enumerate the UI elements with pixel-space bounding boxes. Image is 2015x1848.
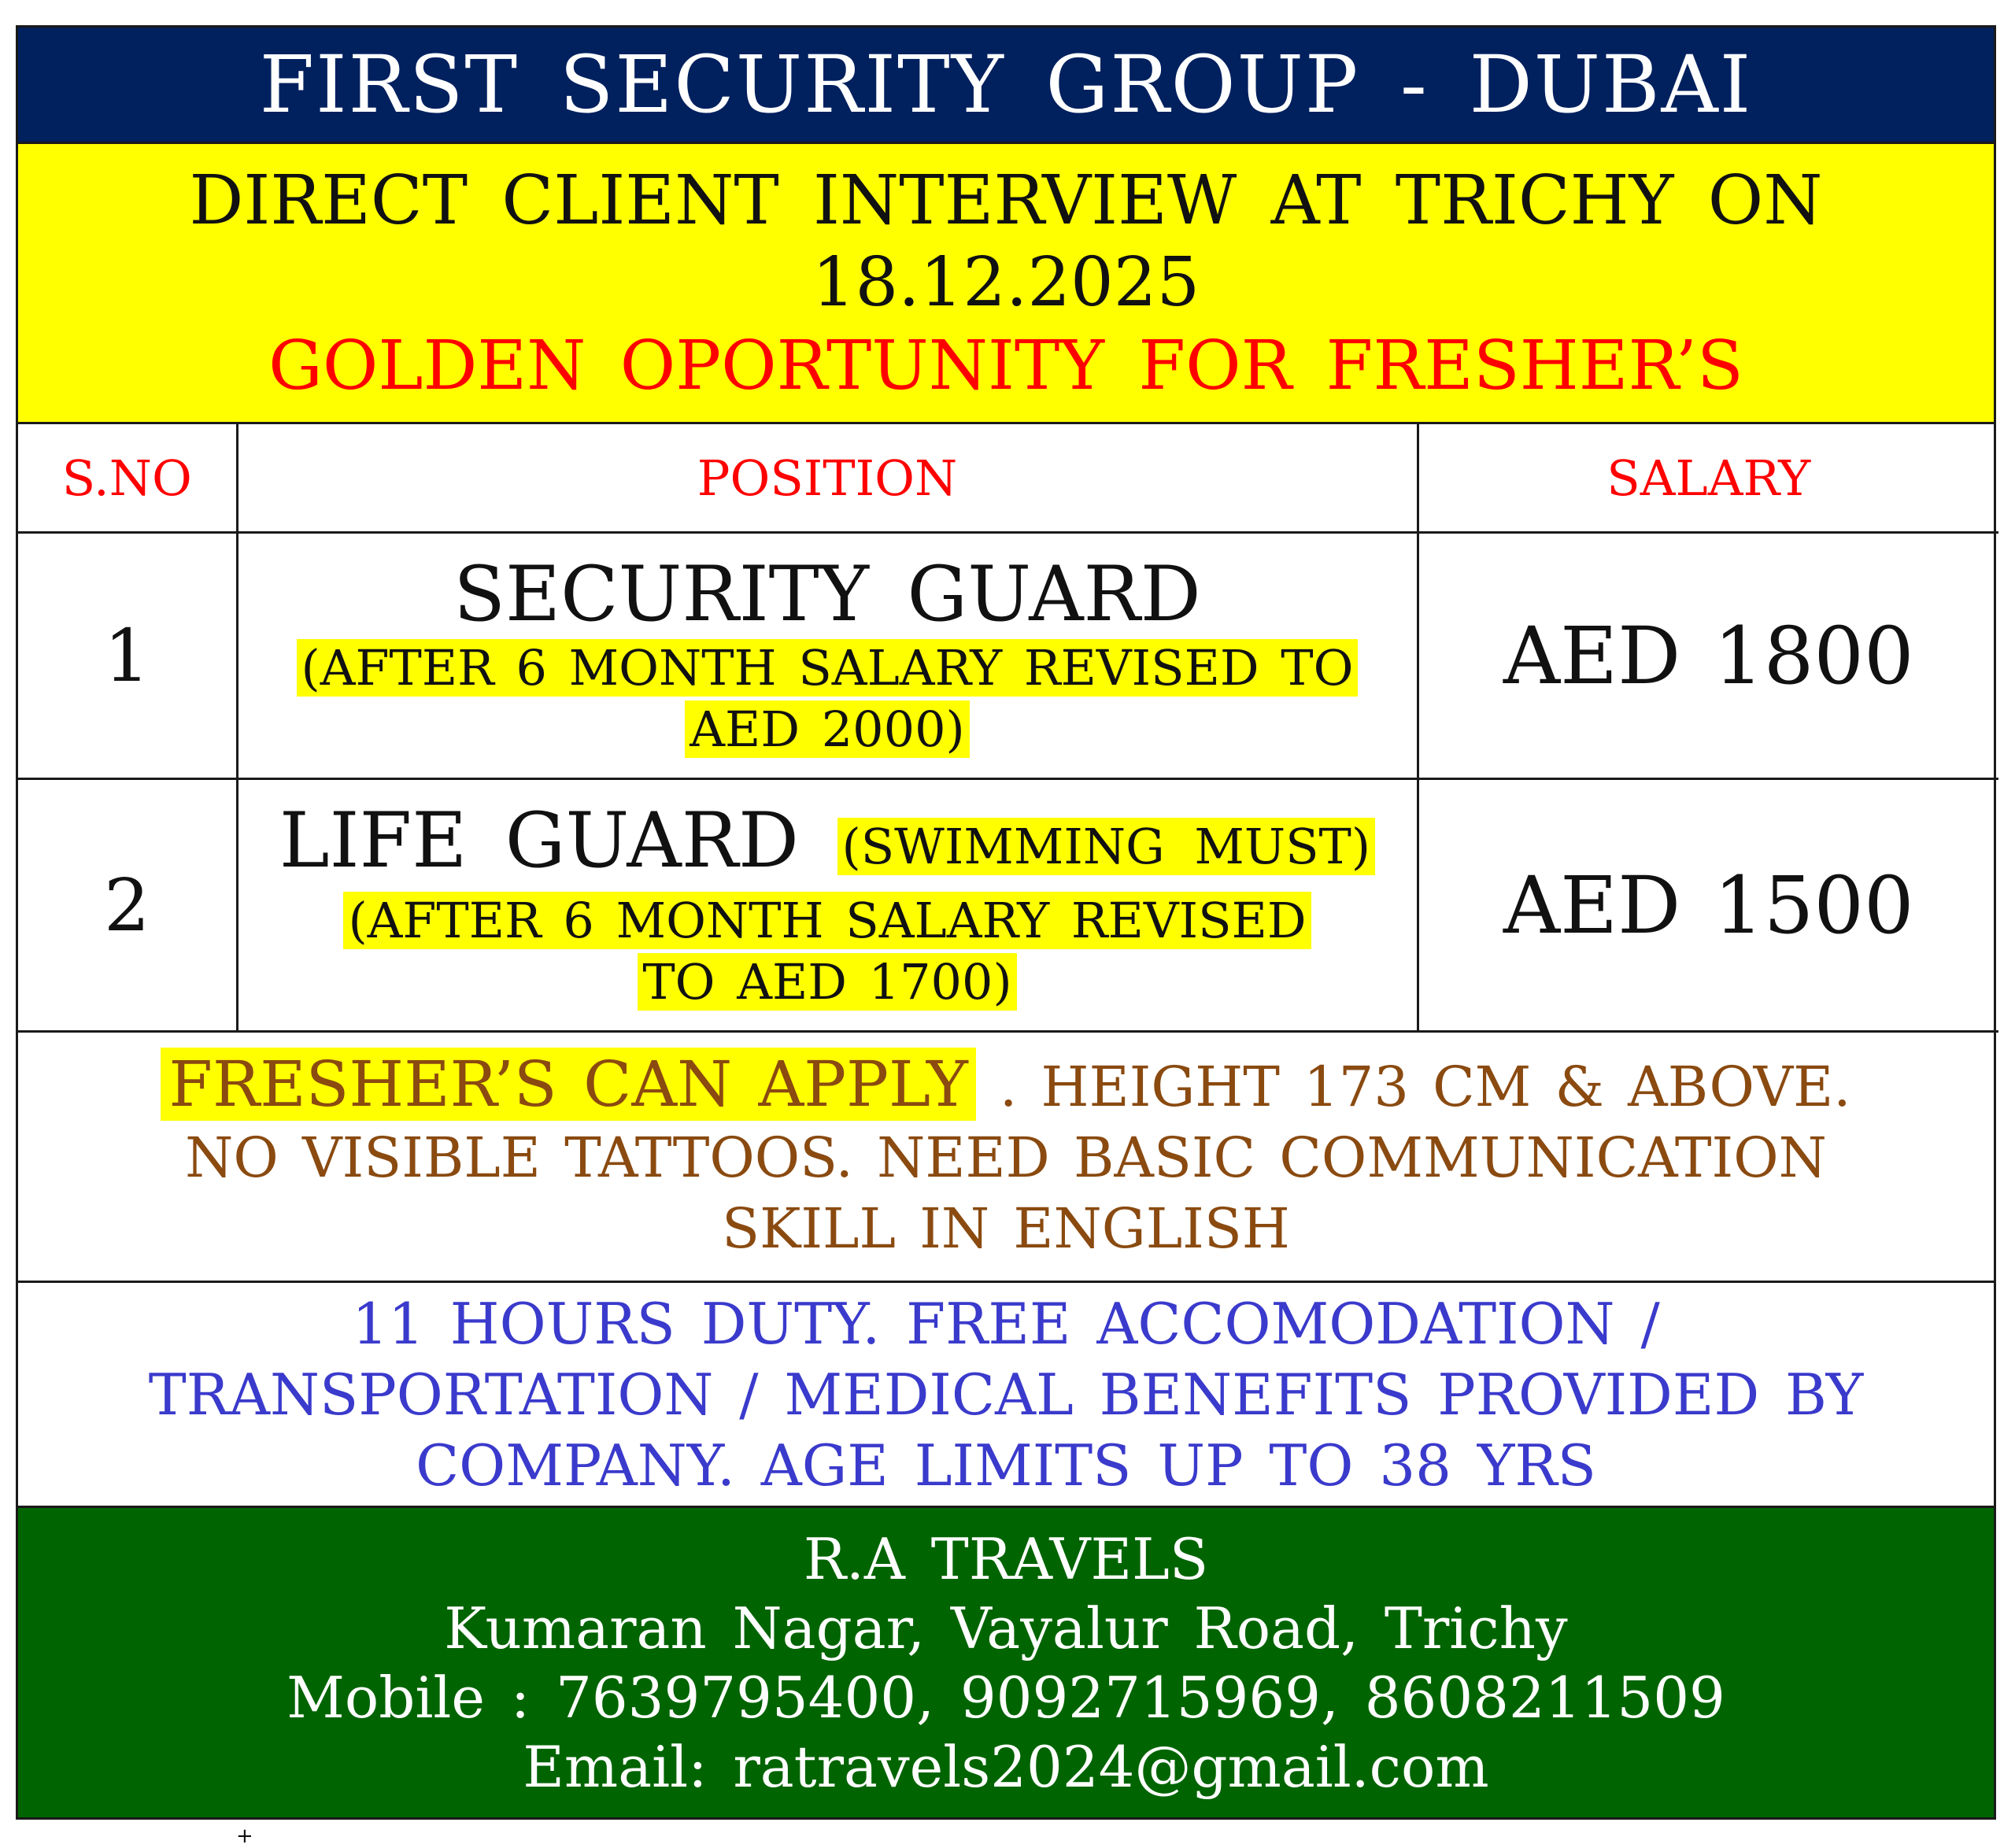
interview-date: 18.12.2025 [812, 242, 1200, 322]
positions-table [18, 424, 1998, 1033]
plus-mark: + [236, 1824, 253, 1848]
agency-name: R.A TRAVELS [803, 1525, 1209, 1592]
row-serial-number: 1 [18, 533, 237, 779]
column-header-position: POSITION [237, 424, 1418, 533]
column-header-sno: S.NO [18, 424, 237, 533]
salary-value: AED 1800 [1418, 533, 1998, 779]
freshers-can-apply-highlight: FRESHER’S CAN APPLY [161, 1048, 975, 1121]
salary-revision-note: (AFTER 6 MONTH SALARY REVISED TO [297, 639, 1359, 697]
agency-email: Email: ratravels2024@gmail.com [523, 1733, 1489, 1800]
benefits-line: 11 HOURS DUTY. FREE ACCOMODATION / [352, 1290, 1660, 1357]
english-skill-requirement: SKILL IN ENGLISH [722, 1196, 1290, 1261]
poster-title-banner [18, 28, 1994, 144]
opportunity-headline: GOLDEN OPORTUNITY FOR FRESHER’S [268, 326, 1743, 405]
interview-location-line: DIRECT CLIENT INTERVIEW AT TRICHY ON [189, 161, 1823, 240]
benefits-line: COMPANY. AGE LIMITS UP TO 38 YRS [416, 1432, 1596, 1499]
position-cell [237, 533, 1418, 779]
position-cell [237, 779, 1418, 1032]
poster-title: FIRST SECURITY GROUP - DUBAI [259, 39, 1753, 131]
table-row [18, 779, 1998, 1032]
salary-revision-note-cont: TO AED 1700) [638, 953, 1016, 1011]
agency-mobile-numbers: Mobile : 7639795400, 9092715969, 8608211509 [287, 1664, 1725, 1731]
table-header-row [18, 424, 1998, 533]
salary-value: AED 1500 [1418, 779, 1998, 1032]
interview-banner [18, 144, 1994, 424]
column-header-salary: SALARY [1418, 424, 1998, 533]
job-poster [16, 25, 1996, 1820]
salary-revision-note-cont: AED 2000) [685, 700, 969, 758]
contact-section [18, 1508, 1994, 1817]
height-requirement: . HEIGHT 173 CM & ABOVE. [1000, 1055, 1851, 1119]
position-requirement-note: (SWIMMING MUST) [837, 818, 1376, 875]
agency-address: Kumaran Nagar, Vayalur Road, Trichy [444, 1595, 1568, 1661]
benefits-section [18, 1283, 1994, 1508]
salary-revision-note: (AFTER 6 MONTH SALARY REVISED [343, 892, 1311, 949]
tattoo-communication-requirement: NO VISIBLE TATTOOS. NEED BASIC COMMUNICATION [185, 1125, 1827, 1190]
requirements-section [18, 1033, 1994, 1283]
position-title: SECURITY GUARD [453, 550, 1201, 638]
position-title: LIFE GUARD [279, 796, 799, 885]
table-row [18, 533, 1998, 779]
benefits-line: TRANSPORTATION / MEDICAL BENEFITS PROVIDED BY [148, 1361, 1864, 1428]
row-serial-number: 2 [18, 779, 237, 1032]
